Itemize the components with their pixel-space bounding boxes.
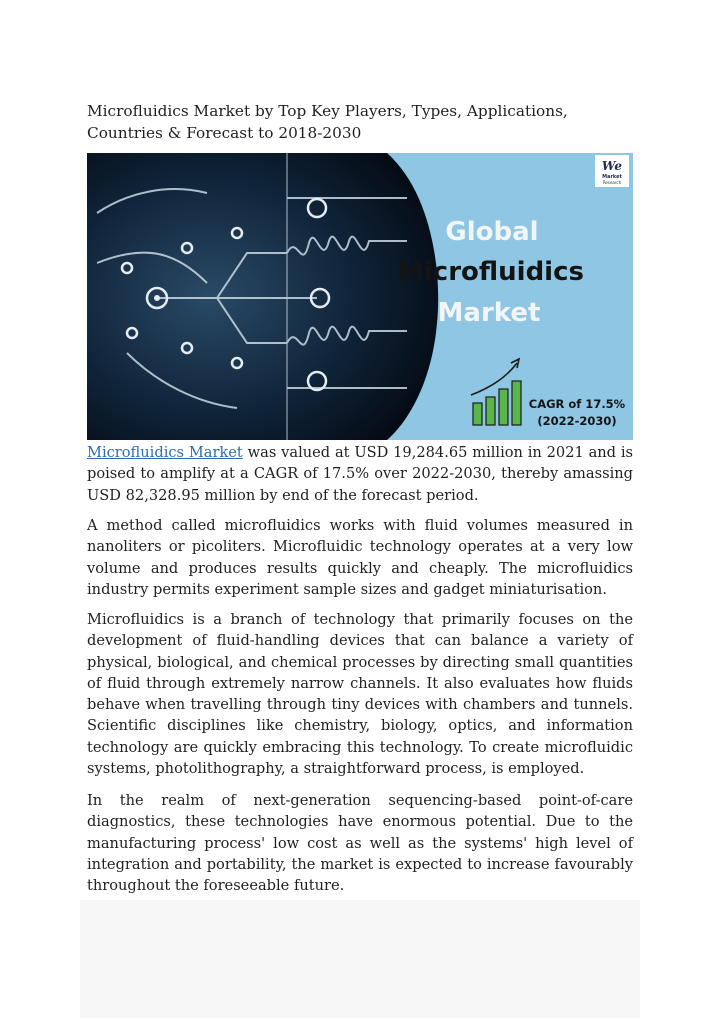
banner-image: [87, 153, 633, 440]
banner-heading-line1: Global: [445, 217, 539, 247]
paragraph-diagnostics: In the realm of next-generation sequencing-based point-of-care diagnostics, these technologies have enormous potential. Due to the manufacturing process' low cost as well as the systems' high level of integration and portability, the market is expected to increase favourably throughout the foreseeable future.: [87, 792, 633, 895]
paragraph-method: A method called microfluidics works with fluid volumes measured in nanoliters or picoliters. Microfluidic technology operates at a very low volume and produces results quickly and cheaply. The microfluidics industry permits experiment sample sizes and gadget miniaturisation.: [87, 517, 633, 598]
cagr-period: (2022-2030): [537, 414, 617, 428]
document-title: Microfluidics Market by Top Key Players, Types, Applications, Countries & Forecast to 2018-2030: [87, 102, 568, 142]
company-logo-icon: [595, 155, 629, 187]
paragraph-technology: Microfluidics is a branch of technology that primarily focuses on the development of fluid-handling devices that can balance a variety of physical, biological, and chemical processes by directing small quantities of fluid through extremely narrow channels. It also evaluates how fluids behave when travelling through tiny devices with chambers and tunnels. Scientific disciplines like chemistry, biology, optics, and information technology are quickly embracing this technology. To create microfluidic systems, photolithography, a straightforward process, is employed.: [87, 611, 633, 778]
logo-text-mid: Market: [602, 174, 622, 180]
banner-graphic: [87, 153, 633, 440]
logo-text-bottom: Research: [602, 180, 622, 185]
cagr-text: CAGR of 17.5%: [528, 397, 626, 411]
microfluidic-chip-image: [87, 153, 438, 440]
banner-heading-line2: Microfluidics: [398, 257, 584, 287]
paragraph-market-value-text: was valued at USD 19,284.65 million in 2021 and is poised to amplify at a CAGR of 17.5% over 2022-2030, thereby amassing USD 82,328.95 million by end of the forecast period.: [87, 444, 633, 504]
paragraph-market-value: [87, 442, 633, 506]
microfluidics-market-link[interactable]: Microfluidics Market: [87, 444, 243, 461]
logo-text-top: We: [601, 159, 623, 173]
banner-heading-line3: Market: [437, 298, 541, 328]
document-page: [87, 0, 633, 1018]
